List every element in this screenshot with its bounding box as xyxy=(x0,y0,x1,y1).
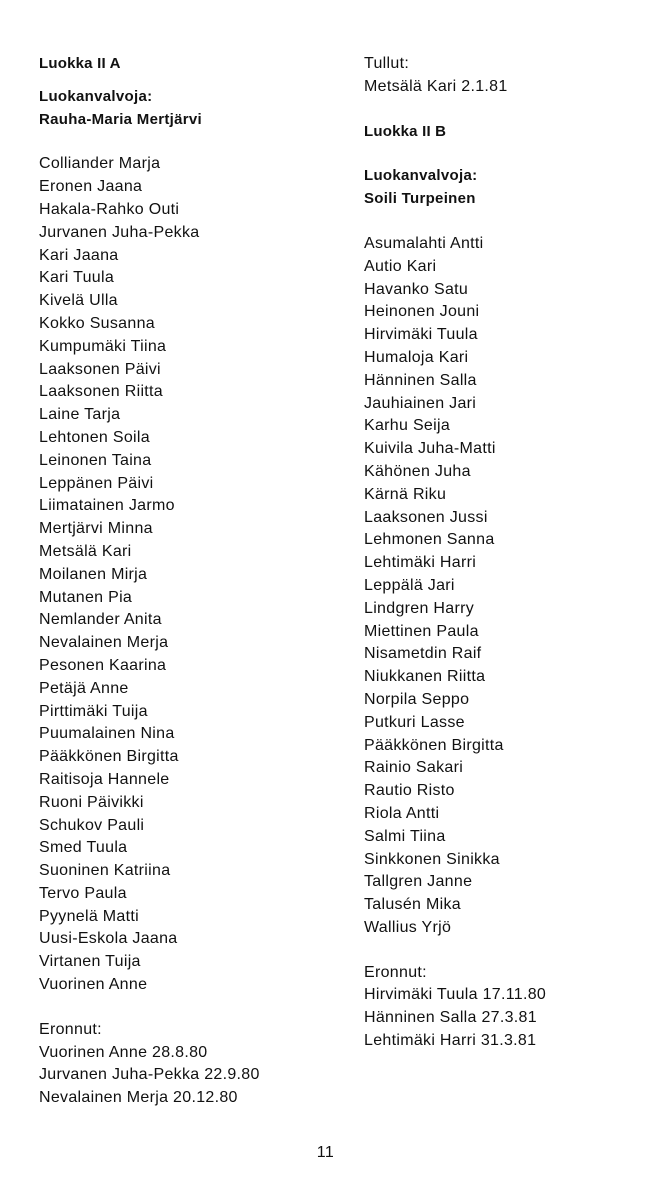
list-item: Autio Kari xyxy=(364,257,437,275)
list-item: Salmi Tiina xyxy=(364,827,446,845)
list-item: Hirvimäki Tuula xyxy=(364,326,478,344)
class-2b-title: Luokka II B xyxy=(364,122,447,140)
list-item: Kähönen Juha xyxy=(364,462,471,480)
class-2a-teacher-label: Luokanvalvoja: xyxy=(39,87,153,105)
arrived-label: Tullut: xyxy=(364,55,410,72)
class-2a-left-list xyxy=(39,1042,329,1110)
list-item: Hänninen Salla 27.3.81 xyxy=(364,1009,537,1027)
list-item: Smed Tuula xyxy=(39,839,128,857)
list-item: Ruoni Päivikki xyxy=(39,793,144,811)
list-item: Moilanen Mirja xyxy=(39,565,148,583)
class-2b-student-list xyxy=(364,233,634,940)
list-item: Lehtimäki Harri 31.3.81 xyxy=(364,1032,537,1050)
list-item: Suoninen Katriina xyxy=(39,862,171,880)
list-item: Pirttimäki Tuija xyxy=(39,702,148,720)
list-item: Schukov Pauli xyxy=(39,816,145,834)
list-item: Laaksonen Riitta xyxy=(39,383,163,401)
list-item: Kari Tuula xyxy=(39,269,115,287)
class-2b-left-label: Eronnut: xyxy=(364,963,427,981)
list-item: Virtanen Tuija xyxy=(39,953,141,971)
list-item: Heinonen Jouni xyxy=(364,303,480,321)
list-item: Hakala-Rahko Outi xyxy=(39,200,180,218)
list-item: Pääkkönen Birgitta xyxy=(364,736,504,754)
list-item: Niukkanen Riitta xyxy=(364,668,486,686)
list-item: Puumalainen Nina xyxy=(39,725,175,743)
list-item: Liimatainen Jarmo xyxy=(39,497,175,515)
list-item: Uusi-Eskola Jaana xyxy=(39,930,178,948)
list-item: Kuivila Juha-Matti xyxy=(364,440,496,458)
list-item: Tervo Paula xyxy=(39,884,127,902)
list-item: Lehtonen Soila xyxy=(39,428,150,446)
list-item: Vuorinen Anne xyxy=(39,976,148,994)
list-item: Kärnä Riku xyxy=(364,485,447,503)
class-2b-column xyxy=(364,53,634,1053)
list-item: Riola Antti xyxy=(364,804,440,822)
arrived-list xyxy=(364,76,634,99)
class-2b-left-list xyxy=(364,984,634,1052)
class-2a-left-label: Eronnut: xyxy=(39,1020,102,1038)
list-item: Rainio Sakari xyxy=(364,759,464,777)
class-2b-teacher-label: Luokanvalvoja: xyxy=(364,167,478,185)
class-2a-student-list xyxy=(39,153,329,996)
list-item: Eronen Jaana xyxy=(39,178,143,196)
list-item: Metsälä Kari 2.1.81 xyxy=(364,77,508,95)
list-item: Leppälä Jari xyxy=(364,576,455,594)
list-item: Humaloja Kari xyxy=(364,348,469,366)
list-item: Petäjä Anne xyxy=(39,679,129,697)
list-item: Leppänen Päivi xyxy=(39,474,154,492)
list-item: Asumalahti Antti xyxy=(364,234,484,252)
list-item: Pyynelä Matti xyxy=(39,907,139,925)
class-2a-title: Luokka II A xyxy=(39,55,121,72)
list-item: Karhu Seija xyxy=(364,417,451,435)
list-item: Nevalainen Merja 20.12.80 xyxy=(39,1089,238,1107)
list-item: Kokko Susanna xyxy=(39,314,155,332)
list-item: Nemlander Anita xyxy=(39,611,162,629)
list-item: Mutanen Pia xyxy=(39,588,133,606)
list-item: Kari Jaana xyxy=(39,246,119,264)
list-item: Jauhiainen Jari xyxy=(364,394,477,412)
list-item: Leinonen Taina xyxy=(39,451,152,469)
list-item: Hänninen Salla xyxy=(364,371,477,389)
list-item: Putkuri Lasse xyxy=(364,713,465,731)
list-item: Nisametdin Raif xyxy=(364,645,482,663)
list-item: Lindgren Harry xyxy=(364,599,475,617)
list-item: Jurvanen Juha-Pekka xyxy=(39,223,200,241)
list-item: Laaksonen Päivi xyxy=(39,360,161,378)
list-item: Mertjärvi Minna xyxy=(39,520,153,538)
list-item: Norpila Seppo xyxy=(364,690,470,708)
list-item: Rautio Risto xyxy=(364,782,455,800)
list-item: Nevalainen Merja xyxy=(39,634,169,652)
list-item: Raitisoja Hannele xyxy=(39,770,170,788)
list-item: Jurvanen Juha-Pekka 22.9.80 xyxy=(39,1066,260,1084)
class-2b-teacher-name: Soili Turpeinen xyxy=(364,190,476,208)
list-item: Miettinen Paula xyxy=(364,622,479,640)
list-item: Havanko Satu xyxy=(364,280,469,298)
list-item: Pesonen Kaarina xyxy=(39,656,167,674)
list-item: Vuorinen Anne 28.8.80 xyxy=(39,1043,208,1061)
list-item: Lehtimäki Harri xyxy=(364,554,477,572)
list-item: Lehmonen Sanna xyxy=(364,531,495,549)
list-item: Talusén Mika xyxy=(364,896,461,914)
list-item: Kumpumäki Tiina xyxy=(39,337,167,355)
list-item: Pääkkönen Birgitta xyxy=(39,748,179,766)
list-item: Metsälä Kari xyxy=(39,542,132,560)
class-2a-teacher-name: Rauha-Maria Mertjärvi xyxy=(39,110,203,128)
list-item: Hirvimäki Tuula 17.11.80 xyxy=(364,986,547,1004)
list-item: Laine Tarja xyxy=(39,406,121,424)
list-item: Tallgren Janne xyxy=(364,873,473,891)
list-item: Colliander Marja xyxy=(39,155,161,173)
list-item: Wallius Yrjö xyxy=(364,918,452,936)
list-item: Kivelä Ulla xyxy=(39,292,118,310)
class-2a-column xyxy=(39,53,329,1110)
list-item: Sinkkonen Sinikka xyxy=(364,850,500,868)
page-number: 11 xyxy=(316,1144,335,1161)
list-item: Laaksonen Jussi xyxy=(364,508,488,526)
